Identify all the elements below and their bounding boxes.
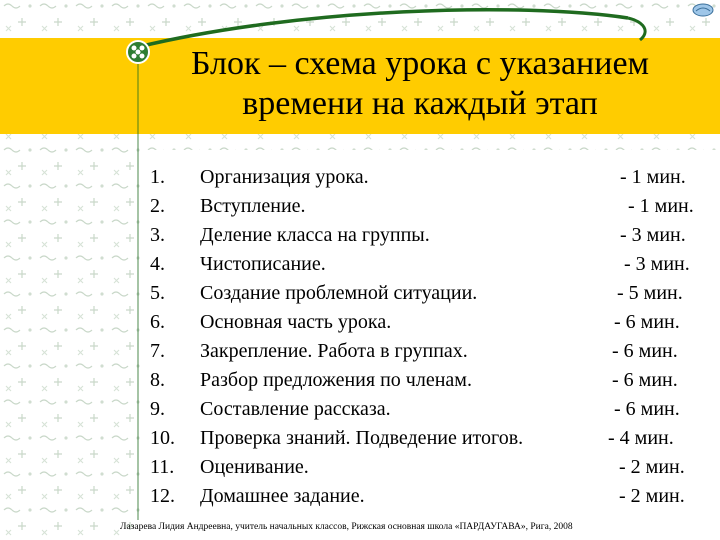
list-item [0,250,720,279]
step-label: Составление рассказа. [200,398,391,420]
step-label: Основная часть урока. [200,311,392,333]
footer-credit: Лазарева Лидия Андреевна, учитель начальных классов, Рижская основная школа «ПАРДАУГАВА», Рига, 2008 [120,522,573,532]
step-label: Закрепление. Работа в группах. [200,340,468,362]
green-globe-icon [127,41,149,63]
list-item [0,221,720,250]
step-time: - 2 мин. [619,456,685,478]
step-number: 3. [150,224,165,246]
step-label: Чистописание. [200,253,326,275]
step-time: - 3 мин. [620,224,686,246]
step-number: 10. [150,427,175,449]
step-label: Домашнее задание. [200,485,365,507]
step-number: 4. [150,253,165,275]
step-number: 2. [150,195,165,217]
logo-icon [692,2,714,18]
step-label: Оценивание. [200,456,309,478]
list-item [0,453,720,482]
step-time: - 6 мин. [612,369,678,391]
step-time: - 1 мин. [620,166,686,188]
list-item [0,337,720,366]
step-number: 6. [150,311,165,333]
step-number: 12. [150,485,175,507]
list-item [0,424,720,453]
step-time: - 6 мин. [612,340,678,362]
list-item [0,308,720,337]
step-label: Организация урока. [200,166,369,188]
step-time: - 2 мин. [619,485,685,507]
list-item [0,366,720,395]
title-line-2: времени на каждый этап [242,85,598,122]
step-label: Разбор предложения по членам. [200,369,472,391]
list-item [0,163,720,192]
step-time: - 6 мин. [614,311,680,333]
step-time: - 5 мин. [617,282,683,304]
step-label: Вступление. [200,195,306,217]
list-item [0,395,720,424]
list-item [0,482,720,511]
step-number: 11. [150,456,175,478]
step-number: 5. [150,282,165,304]
step-time: - 6 мин. [614,398,680,420]
step-time: - 4 мин. [608,427,674,449]
title-line-1: Блок – схема урока с указанием [190,45,650,82]
list-item [0,279,720,308]
step-number: 7. [150,340,165,362]
slide-title [150,44,690,124]
step-label: Деление класса на группы. [200,224,430,246]
step-time: - 1 мин. [628,195,694,217]
list-item [0,192,720,221]
step-time: - 3 мин. [624,253,690,275]
step-label: Проверка знаний. Подведение итогов. [200,427,524,449]
step-number: 1. [150,166,165,188]
step-number: 8. [150,369,165,391]
step-number: 9. [150,398,165,420]
step-label: Создание проблемной ситуации. [200,282,478,304]
